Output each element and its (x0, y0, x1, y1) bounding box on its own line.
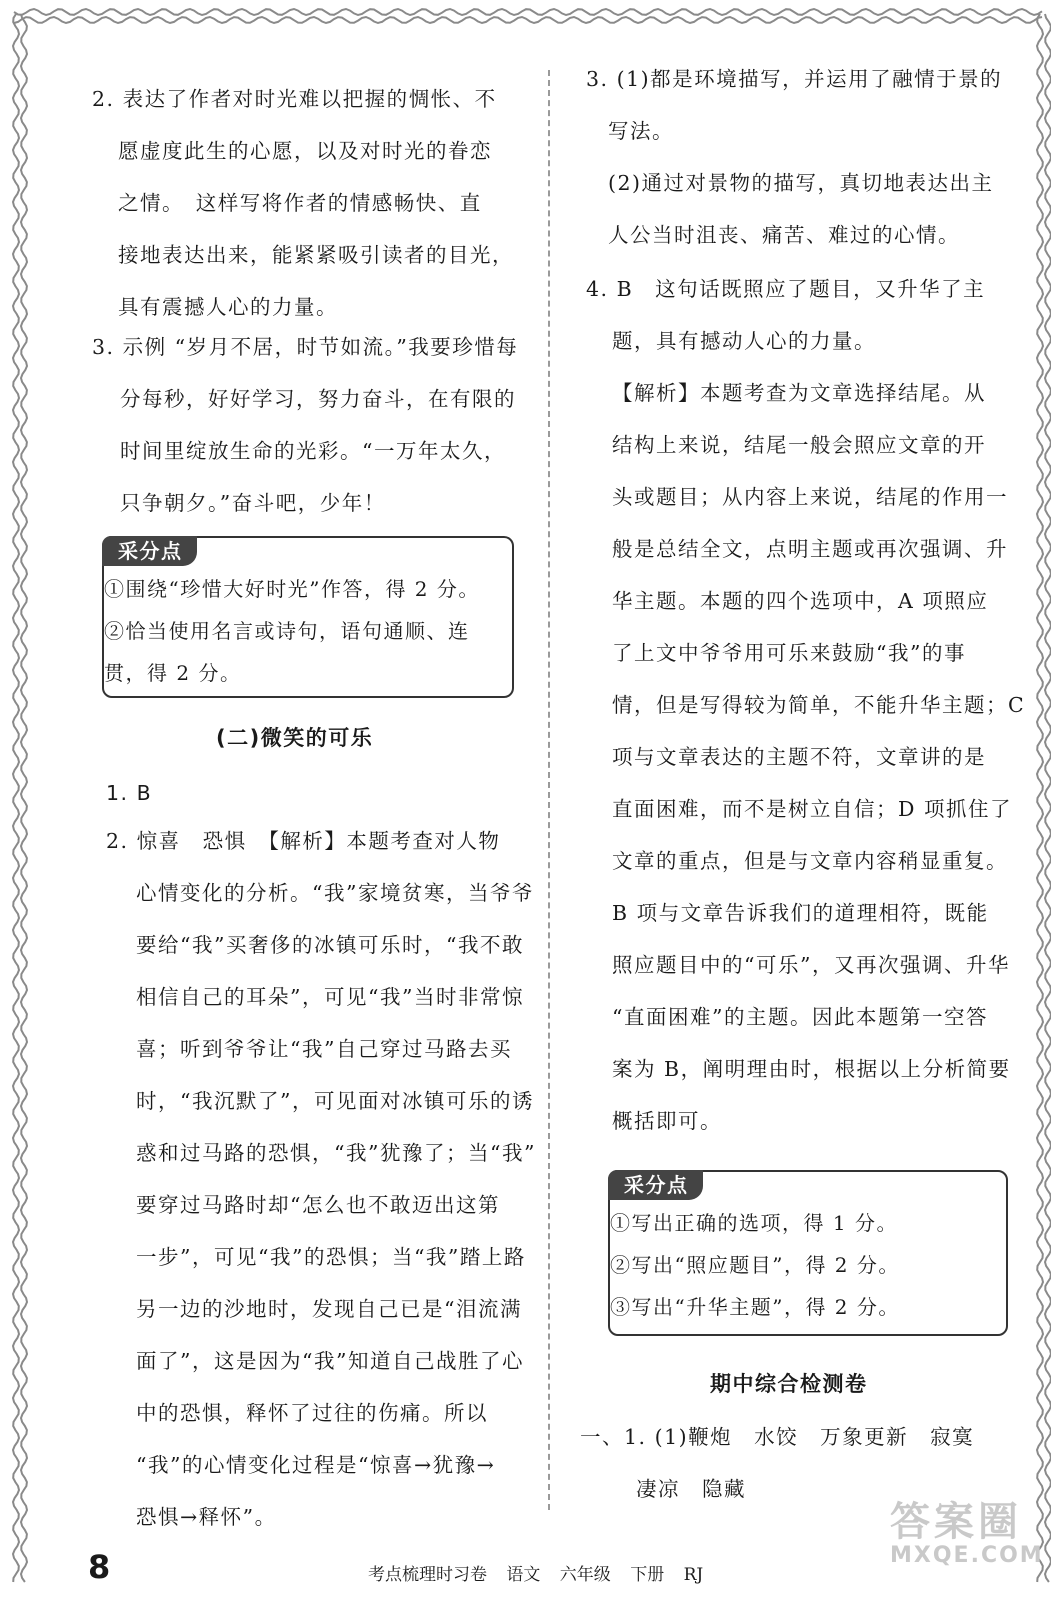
text-line: 头或题目；从内容上来说，结尾的作用一 (612, 485, 1008, 509)
text-line: 接地表达出来，能紧紧吸引读者的目光， (118, 243, 514, 267)
text-line: 人公当时沮丧、痛苦、难过的心情。 (608, 223, 960, 247)
text-line: 2. 表达了作者对时光难以把握的惆怅、不 (92, 87, 497, 111)
watermark-bottom: MXQE.COM (890, 1543, 1044, 1568)
text-line: 要穿过马路时却“怎么也不敢迈出这第 (136, 1193, 500, 1217)
text-line: 时，“我沉默了”，可见面对冰镇可乐的诱 (136, 1089, 534, 1113)
section-title: (二)微笑的可乐 (216, 726, 374, 750)
exam-title: 期中综合检测卷 (710, 1372, 868, 1396)
answer-s2-q1: 1. B (106, 781, 153, 805)
scoring-points-box (102, 536, 514, 698)
text-line: 直面困难，而不是树立自信；D 项抓住了 (612, 797, 1012, 821)
text-line: 要给“我”买奢侈的冰镇可乐时，“我不敢 (136, 933, 524, 957)
text-line: 案为 B，阐明理由时，根据以上分析简要 (612, 1057, 1011, 1081)
text-line: “我”的心情变化过程是“惊喜→犹豫→ (136, 1453, 496, 1477)
text-line: 时间里绽放生命的光彩。“一万年太久， (120, 439, 506, 463)
column-divider (548, 70, 550, 1510)
watermark-top: 答案圈 (890, 1499, 1022, 1545)
text-line: 恐惧→释怀”。 (136, 1505, 277, 1529)
text-line: 惑和过马路的恐惧，“我”犹豫了；当“我” (136, 1141, 536, 1165)
watermark-logo (890, 1490, 1044, 1568)
text-line: 般是总结全文，点明主题或再次强调、升 (612, 537, 1008, 561)
text-line: 心情变化的分析。“我”家境贫寒，当爷爷 (136, 881, 534, 905)
text-line: 3. 示例 “岁月不居，时节如流。”我要珍惜每 (92, 335, 519, 359)
text-line: 中的恐惧，释怀了过往的伤痛。所以 (136, 1401, 488, 1425)
text-line: 贯，得 2 分。 (104, 661, 242, 685)
text-line: 一、1. (1)鞭炮 水饺 万象更新 寂寞 (580, 1425, 975, 1449)
text-line: 情，但是写得较为简单，不能升华主题；C (612, 693, 1026, 717)
text-line: 另一边的沙地时，发现自己已是“泪流满 (136, 1297, 522, 1321)
scoring-points-label-2: 采分点 (608, 1170, 703, 1200)
text-line: 照应题目中的“可乐”，又再次强调、升华 (612, 953, 1010, 977)
text-line: 项与文章表达的主题不符，文章讲的是 (612, 745, 986, 769)
text-line: 分每秒，好好学习，努力奋斗，在有限的 (120, 387, 516, 411)
text-line: 概括即可。 (612, 1109, 722, 1133)
text-line: 结构上来说，结尾一般会照应文章的开 (612, 433, 986, 457)
text-line: ①围绕“珍惜大好时光”作答，得 2 分。 (104, 577, 480, 601)
text-line: 面了”，这是因为“我”知道自己战胜了心 (136, 1349, 524, 1373)
text-line: 文章的重点，但是与文章内容稍显重复。 (612, 849, 1008, 873)
text-line: 喜；听到爷爷让“我”自己穿过马路去买 (136, 1037, 512, 1061)
text-line: 题，具有撼动人心的力量。 (612, 329, 876, 353)
text-line: (2)通过对景物的描写，真切地表达出主 (608, 171, 994, 195)
text-line: 3. (1)都是环境描写，并运用了融情于景的 (586, 67, 1003, 91)
text-line: ②写出“照应题目”，得 2 分。 (610, 1253, 900, 1277)
text-line: ③写出“升华主题”，得 2 分。 (610, 1295, 900, 1319)
text-line: ②恰当使用名言或诗句，语句通顺、连 (104, 619, 470, 643)
text-line: 只争朝夕。”奋斗吧，少年！ (120, 491, 386, 515)
text-line: 4. B 这句话既照应了题目，又升华了主 (586, 277, 986, 301)
page-number: 8 (88, 1548, 111, 1586)
text-line: 之情。 这样写将作者的情感畅快、直 (118, 191, 482, 215)
text-line: 凄凉 隐藏 (636, 1477, 746, 1501)
text-line: 了上文中爷爷用可乐来鼓励“我”的事 (612, 641, 966, 665)
text-line: “直面困难”的主题。因此本题第一空答 (612, 1005, 988, 1029)
text-line: 【解析】本题考查为文章选择结尾。从 (612, 381, 986, 405)
text-line: 一步”，可见“我”的恐惧；当“我”踏上路 (136, 1245, 526, 1269)
text-line: 写法。 (608, 119, 674, 143)
text-line: B 项与文章告诉我们的道理相符，既能 (612, 901, 989, 925)
scoring-points-label: 采分点 (102, 536, 197, 566)
text-line: 2. 惊喜 恐惧 【解析】本题考查对人物 (106, 829, 501, 853)
scoring-points-box-2 (608, 1170, 1008, 1336)
text-line: 华主题。本题的四个选项中，A 项照应 (612, 589, 989, 613)
text-line: 相信自己的耳朵”，可见“我”当时非常惊 (136, 985, 524, 1009)
text-line: 愿虚度此生的心愿，以及对时光的眷恋 (118, 139, 492, 163)
text-line: 具有震撼人心的力量。 (118, 295, 338, 319)
text-line: ①写出正确的选项，得 1 分。 (610, 1211, 898, 1235)
book-footer: 考点梳理时习卷 语文 六年级 下册 RJ (368, 1565, 704, 1585)
